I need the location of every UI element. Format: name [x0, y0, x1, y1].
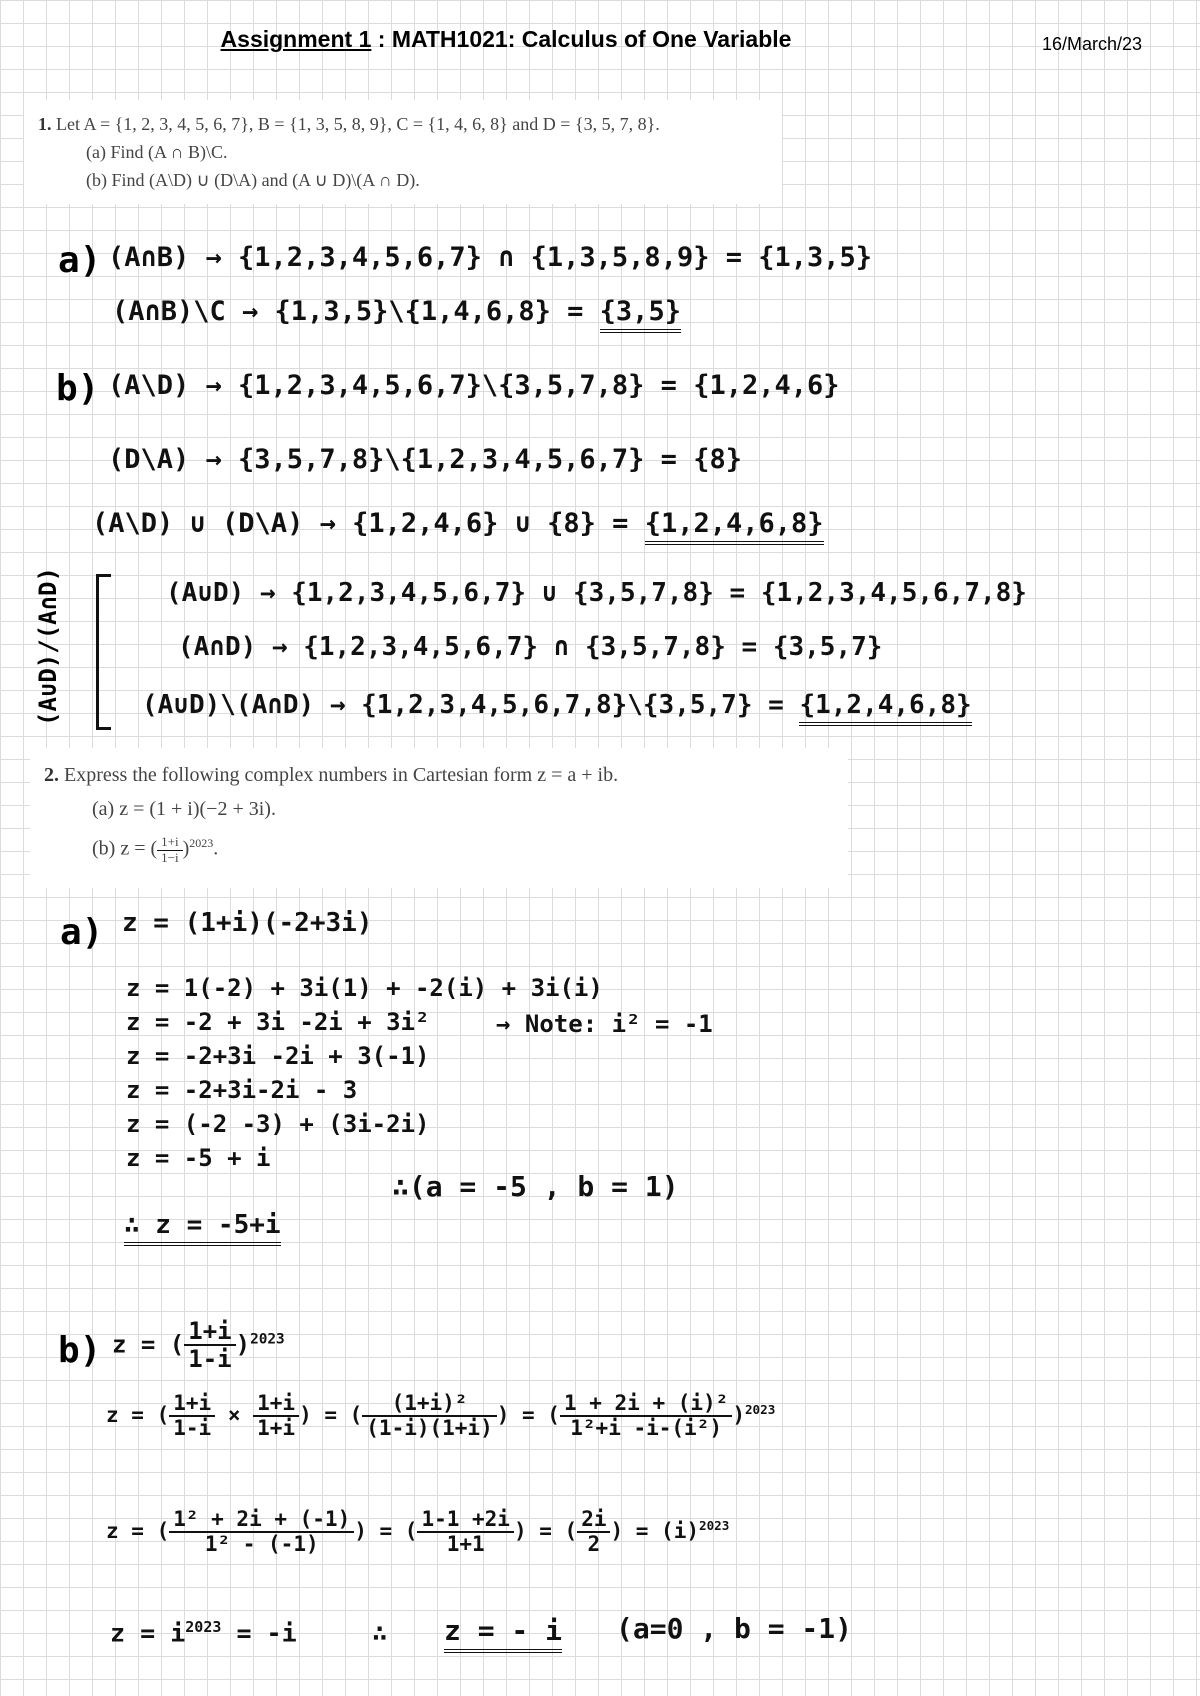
problem-1-text: Let A = {1, 2, 3, 4, 5, 6, 7}, B = {1, 3, 5, 8, 9}, C = {1, 4, 6, 8} and D = {3, 5, 7, 8}. [56, 114, 660, 134]
solution-2a-line0: z = (1+i)(-2+3i) [122, 908, 373, 938]
problem-1-part-a: (a) Find (A ∩ B)\C. [86, 142, 228, 162]
solution-2a-a-b-values: ∴(a = -5 , b = 1) [392, 1170, 679, 1203]
solution-2a-line4: z = -2+3i-2i - 3 [126, 1076, 358, 1104]
solution-1b-bracket [96, 574, 111, 730]
solution-1b-line5: (A∩D) → {1,2,3,4,5,6,7} ∩ {3,5,7,8} = {3,5,7} [178, 632, 883, 662]
solution-1b-line1: (A\D) → {1,2,3,4,5,6,7}\{3,5,7,8} = {1,2,4,6} [108, 370, 840, 401]
solution-1a-answer: {3,5} [600, 296, 681, 333]
solution-1a-line1: (A∩B) → {1,2,3,4,5,6,7} ∩ {1,3,5,8,9} = {1,3,5} [108, 242, 873, 273]
solution-2a-answer: ∴ z = -5+i [124, 1210, 281, 1240]
solution-2b-line3: z = ( $\frac{\text{1² + 2i + (-1)}}{\text{1² - (-1)}}$ ) = ( $\frac{1-1 +2i}{1+1}$ ) = ( $\frac{2i}{2}$ ) = $(i)^{2023}$ [106, 1507, 730, 1557]
problem-2-part-a: (a) z = (1 + i)(−2 + 3i). [92, 798, 276, 820]
solution-1b-line6-work: (A∪D)\(A∩D) → {1,2,3,4,5,6,7,8}\{3,5,7} = [142, 690, 784, 720]
problem-1-box [24, 100, 782, 204]
assignment-title [0, 26, 1012, 53]
problem-1-number: 1. [38, 114, 52, 134]
problem-1-part-b: (b) Find (A\D) ∪ (D\A) and (A ∪ D)\(A ∩ D). [86, 170, 420, 190]
solution-2b-line2: z = ( $\frac{1+i}{1-i}$ × $\frac{1+i}{1+i}$ ) = ( $\frac{\text{(1+i)²}}{(1-i)(1+i)}$ ) = ( $\frac{\text{1 + 2i + (i)²}}{\text{1²+i -i-(i²)}}$ )$^{2023}$ [106, 1391, 776, 1441]
problem-2-box [30, 748, 848, 888]
solution-1a-line2-work: (A∩B)\C → {1,3,5}\{1,4,6,8} = [112, 296, 584, 327]
problem-2-part-b-exponent: 2023 [189, 836, 214, 850]
solution-2b-a-b-values: (a=0 , b = -1) [616, 1612, 853, 1645]
solution-1b-line3-answer: {1,2,4,6,8} [645, 508, 824, 545]
solution-1b-side-label: (A∪D)/(A∩D) [34, 567, 62, 726]
solution-2a-label: a) [60, 912, 104, 953]
solution-2b-therefore: ∴ [372, 1618, 388, 1647]
assignment-title-part2: : MATH1021: Calculus of One Variable [371, 26, 792, 52]
assignment-title-part1: Assignment 1 [220, 26, 372, 52]
solution-1b-line3 [92, 508, 824, 539]
problem-2-part-b: (b) z = ( $\frac{1+i}{1-i}$ )$^{2023}$. [92, 834, 219, 865]
solution-1b-label: b) [56, 368, 100, 409]
problem-2-part-b-suffix: ) [182, 837, 190, 860]
solution-2b-label: b) [58, 1330, 102, 1371]
solution-2a-line5: z = (-2 -3) + (3i-2i) [126, 1110, 430, 1138]
problem-2-number: 2. [44, 764, 59, 786]
problem-1-statement [38, 110, 768, 138]
solution-2b-line4: $z = i^{2023} = -i$ [110, 1618, 297, 1648]
solution-1b-line2: (D\A) → {3,5,7,8}\{1,2,3,4,5,6,7} = {8} [108, 444, 742, 475]
solution-1b-line3-work: (A\D) ∪ (D\A) → {1,2,4,6} ∪ {8} = [92, 508, 629, 539]
solution-1a-label: a) [58, 240, 102, 281]
assignment-date: 16/March/23 [1042, 34, 1143, 54]
solution-2b-line1: z = ( $\frac{1+i}{1-i}$ )$^{2023}$ [112, 1317, 285, 1374]
solution-2a-line6: z = -5 + i [126, 1144, 271, 1172]
solution-1b-line4: (A∪D) → {1,2,3,4,5,6,7} ∪ {3,5,7,8} = {1,2,3,4,5,6,7,8} [166, 578, 1027, 608]
solution-2a-line2: z = -2 + 3i -2i + 3i² [126, 1008, 430, 1036]
problem-2-part-b-fraction: $\frac{1+i}{1-i}$ [157, 835, 182, 865]
solution-2b-line1-fraction: $\frac{1+i}{1-i}$ [184, 1318, 235, 1373]
solution-1a-line2 [112, 296, 681, 327]
solution-2b-answer: z = - i [444, 1614, 562, 1647]
solution-2a-line1: z = 1(-2) + 3i(1) + -2(i) + 3i(i) [126, 974, 603, 1002]
problem-2-text: Express the following complex numbers in Cartesian form z = a + ib. [64, 764, 619, 786]
problem-2-part-b-prefix: (b) z = ( [92, 837, 158, 860]
solution-2a-note: → Note: i² = -1 [496, 1010, 713, 1038]
solution-1b-line6 [142, 690, 972, 720]
problem-2-statement [44, 758, 834, 792]
solution-2a-line3: z = -2+3i -2i + 3(-1) [126, 1042, 430, 1070]
solution-1b-line6-answer: {1,2,4,6,8} [799, 690, 971, 726]
